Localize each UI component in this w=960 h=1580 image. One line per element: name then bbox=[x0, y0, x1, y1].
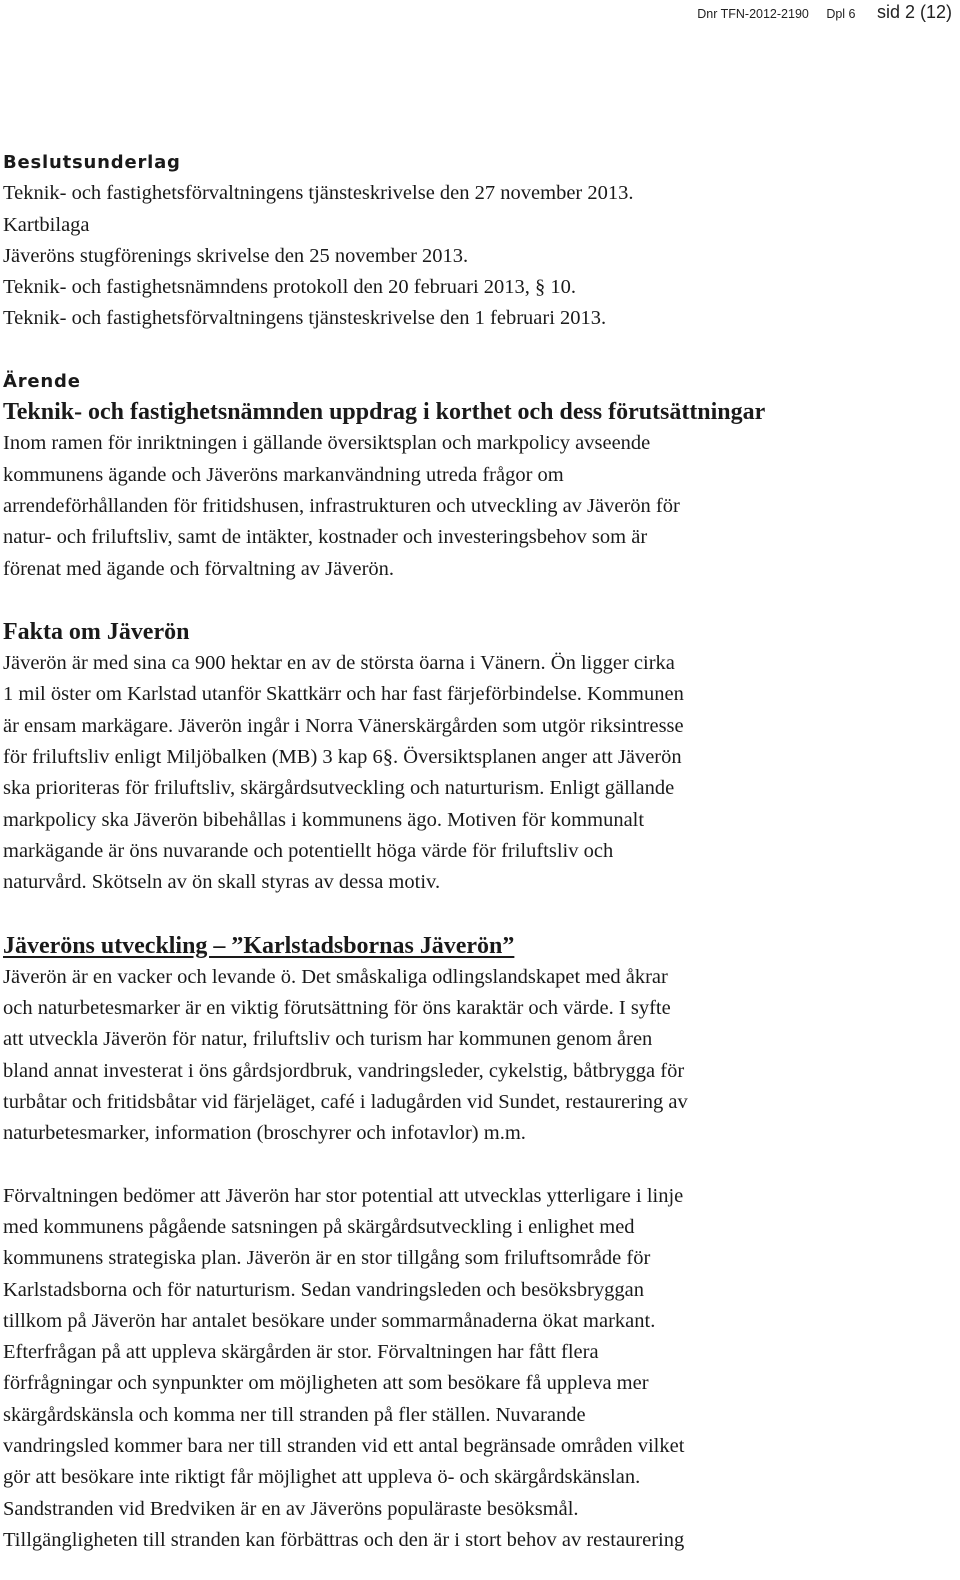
development-line: vandringsled kommer bara ner till stranden vid ett antal begränsade områden vilket bbox=[3, 1434, 685, 1457]
development-line: skärgårdskänsla och komma ner till stranden på fler ställen. Nuvarande bbox=[3, 1403, 586, 1426]
development-line: Jäverön är en vacker och levande ö. Det småskaliga odlingslandskapet med åkrar bbox=[3, 965, 668, 988]
development-line: och naturbetesmarker är en viktig förutsättning för öns karaktär och värde. I syfte bbox=[3, 997, 671, 1020]
document-body bbox=[3, 147, 953, 1556]
facts-line: naturvård. Skötseln av ön skall styras av dessa motiv. bbox=[3, 871, 441, 894]
matter-line: förenat med ägande och förvaltning av Jäverön. bbox=[3, 557, 395, 580]
matter-line: kommunens ägande och Jäveröns markanvändning utreda frågor om bbox=[3, 463, 564, 486]
development-line: naturbetesmarker, information (broschyrer och infotavlor) m.m. bbox=[3, 1122, 526, 1145]
basis-heading: Beslutsunderlag bbox=[3, 152, 181, 173]
matter-line: Inom ramen för inriktningen i gällande översiktsplan och markpolicy avseende bbox=[3, 432, 651, 455]
basis-item: Jäveröns stugförenings skrivelse den 25 november 2013. bbox=[3, 244, 469, 267]
page-number: sid 2 (12) bbox=[876, 2, 952, 22]
facts-line: för friluftsliv enligt Miljöbalken (MB) 3 kap 6§. Översiktsplanen anger att Jäverön bbox=[3, 746, 682, 769]
development-line: kommunens strategiska plan. Jäverön är en stor tillgång som friluftsområde för bbox=[3, 1247, 651, 1270]
matter-line: arrendeförhållanden för fritidshusen, infrastrukturen och utveckling av Jäverön för bbox=[3, 494, 680, 517]
development-line: med kommunens pågående satsningen på skärgårdsutveckling i enlighet med bbox=[3, 1215, 635, 1238]
development-line: förfrågningar och synpunkter om möjligheten att som besökare få uppleva mer bbox=[3, 1372, 649, 1395]
page-header bbox=[697, 2, 952, 23]
facts-line: markägande är öns nuvarande och potentiellt höga värde för friluftsliv och bbox=[3, 839, 614, 862]
development-section bbox=[3, 931, 953, 1557]
basis-item: Teknik- och fastighetsförvaltningens tjänsteskrivelse den 1 februari 2013. bbox=[3, 307, 607, 330]
development-line: Förvaltningen bedömer att Jäverön har stor potential att utvecklas ytterligare i linje bbox=[3, 1184, 684, 1207]
facts-heading: Fakta om Jäverön bbox=[3, 618, 190, 645]
development-line: Karlstadsborna och för naturturism. Sedan vandringsleden och besöksbryggan bbox=[3, 1278, 645, 1301]
facts-section bbox=[3, 617, 953, 899]
matter-heading: Ärende bbox=[3, 370, 81, 392]
basis-item: Teknik- och fastighetsförvaltningens tjänsteskrivelse den 27 november 2013. bbox=[3, 182, 634, 205]
development-heading: Jäveröns utveckling – ”Karlstadsbornas Jäverön” bbox=[3, 932, 515, 959]
development-line: turbåtar och fritidsbåtar vid färjeläget, café i ladugården vid Sundet, restaurering av bbox=[3, 1091, 688, 1114]
basis-item: Teknik- och fastighetsnämndens protokoll den 20 februari 2013, § 10. bbox=[3, 276, 577, 299]
development-line: gör att besökare inte riktigt får möjlighet att uppleva ö- och skärgårdskänslan. bbox=[3, 1466, 641, 1489]
matter-line: natur- och friluftsliv, samt de intäkter, kostnader och investeringsbehov som är bbox=[3, 526, 648, 549]
development-line: Tillgängligheten till stranden kan förbättras och den är i stort behov av restaurering bbox=[3, 1528, 685, 1551]
facts-line: 1 mil öster om Karlstad utanför Skattkärr och har fast färjeförbindelse. Kommunen bbox=[3, 683, 684, 706]
facts-line: Jäverön är med sina ca 900 hektar en av de största öarna i Vänern. Ön ligger cirka bbox=[3, 652, 675, 675]
matter-section bbox=[3, 366, 953, 585]
development-line: Efterfrågan på att uppleva skärgården är stor. Förvaltningen har fått flera bbox=[3, 1341, 599, 1364]
facts-line: markpolicy ska Jäverön bibehållas i kommunens ägo. Motiven för kommunalt bbox=[3, 808, 645, 831]
development-line: Sandstranden vid Bredviken är en av Jäveröns populäraste besöksmål. bbox=[3, 1497, 579, 1520]
development-line: bland annat investerat i öns gårdsjordbruk, vandringsleder, cykelstig, båtbrygga för bbox=[3, 1059, 685, 1082]
basis-section bbox=[3, 147, 953, 335]
document-reference: Dnr TFN-2012-2190 bbox=[697, 7, 809, 21]
development-line: att utveckla Jäverön för natur, friluftsliv och turism har kommunen genom åren bbox=[3, 1028, 653, 1051]
dpl-number: Dpl 6 bbox=[826, 7, 856, 21]
matter-subheading: Teknik- och fastighetsnämnden uppdrag i korthet och dess förutsättningar bbox=[3, 399, 766, 426]
facts-line: ska prioriteras för friluftsliv, skärgårdsutveckling och naturturism. Enligt gällande bbox=[3, 777, 675, 800]
basis-item: Kartbilaga bbox=[3, 213, 90, 236]
facts-line: är ensam markägare. Jäverön ingår i Norra Vänerskärgården som utgör riksintresse bbox=[3, 714, 684, 737]
development-line: tillkom på Jäverön har antalet besökare under sommarmånaderna ökat markant. bbox=[3, 1309, 656, 1332]
